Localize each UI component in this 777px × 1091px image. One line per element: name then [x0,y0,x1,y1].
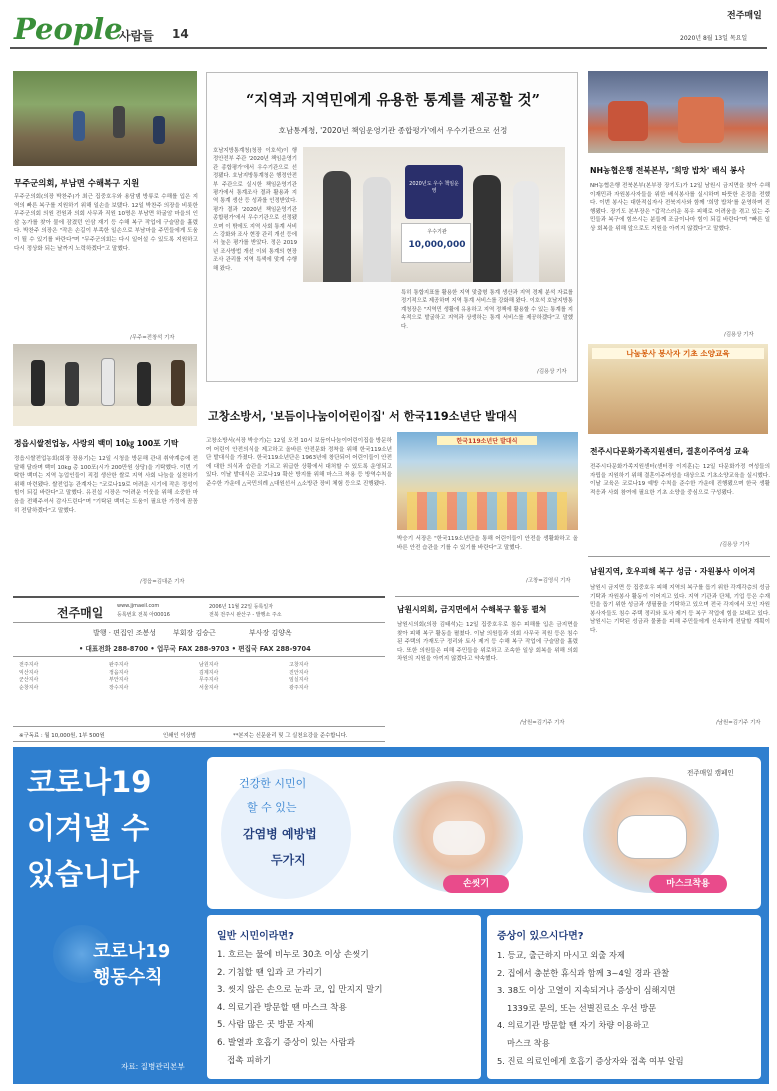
photo-edu-banner: 나눔봉사 봉사자 기초 소양교육 [592,348,764,359]
award-banner-text: 2020년도 우수 책임운영 [409,181,459,194]
info-phones: • 대표전화 288-8700 • 업무국 FAX 288-9703 • 편집국 FAX 288-9704 [79,645,311,653]
ad-title-line: 코로나19 [27,765,152,799]
rules-symptoms-list [497,947,759,1070]
info-reg1: 등록번호 전북 아00016 [117,612,170,618]
photo-nh-bank-meal [588,71,768,153]
rule-item: 마스크 착용 [507,1037,550,1048]
story-body-muju: 무주군의회(의장 박찬주)가 최근 집중호우와 용담댐 방류로 수해를 입은 지역의 빠른 복구를 지원하기 위해 일손을 보탰다. 12일 박찬주 의장을 비롯한 무주군의회 의원 전원과 의회 사무과 직원 10명은 부남면 하굴암 마을의 인삼 농가를 찾아 물에 잠겼던 인삼 재기 등 수해 복구 작업에 구슬땀을 흘렸다. 박찬주 의장은 "작은 손길이 부족한 일손으로 부남마을 주민들에게 도움이 될 수 있기를 바란다"며 "무주군의회는 다시 일어설 수 있도록 지원하고 다시 정상화 되는 날까지 노력하겠다"고 말했다. [14,194,198,252]
section-title: People [14,12,123,46]
paper-name: 전주매일 [727,11,762,21]
story119-headline: 고창소방서, '보듬이나눔이어린이집' 서 한국119소년단 발대식 [208,410,518,423]
info-footer-price: ※구독료 : 월 10,000원, 1부 500원 [19,733,105,739]
bureau-entry: 완주지사 [109,662,129,668]
story-body-nh: NH농협은행 전북본부(본부장 장기도)가 12일 남원시 금지면을 찾아 수해 이재민과 자원봉사자들을 위한 배식봉사를 실시하며 따뜻한 온정을 전했다. 이번 봉사는 대한적십자사 전북지사와 함께 '희망 밥차'를 운영하며 진행됐다. 장기도 본부장은 "갑작스러운 폭우 피해로 어려움을 겪고 있는 주민들과 복구에 힘쓰시는 분들께 조금이나마 힘이 되길 바란다"며 "빠른 일상 회복을 위해 앞으로도 지원을 아끼지 않겠다"고 말했다. [590,183,770,232]
info-reg2: 2006년 11월 22일 등록일자 [209,604,274,610]
photo-multicultural-education [588,344,768,434]
rules-title-line: 행동수칙 [93,967,163,988]
bubble-line: 건강한 시민이 [239,777,307,790]
rule-item: 2. 기침할 땐 입과 코 가리기 [217,967,322,978]
ad-sponsor: 전주매일 캠페인 [687,769,734,777]
bureau-entry: 남원지사 [199,662,219,668]
award-check [401,223,471,263]
photo-flood-recovery-muju [13,71,197,166]
ad-rules-title [93,939,203,991]
bureau-entry: 군산지사 [19,677,39,684]
story-body-jeongeup: 정읍시쌀전업농회(회장 장용기)는 12일 시청을 방문해 관내 취약계층에 전달해 달라며 백미 10kg 총 100포(시가 200만원 상당)을 기탁했다. 이번 기탁한 백미는 지역 농업인들이 직접 생산한 쌀로 지역 사회 나눔을 실천하기 위해 마련됐다. 쌀전업농 관계자는 "코로나19로 어려운 시기에 작은 정성이 힘이 되길 바란다"고 말했다. 유진섭 시장은 "어려운 이웃을 위해 소중한 마음을 전해주셔서 감사드린다"며 "기탁된 백미는 도움이 필요한 가정에 꼼꼼히 전달하겠다"고 말했다. [14,456,198,514]
byline-nh: /김용상 기자 [724,332,754,338]
info-footer-printer: 인쇄인 이상범 [163,733,196,739]
rules-title-line: 코로나19 [93,941,171,962]
info-paper-name: 전주매일 [57,606,104,620]
byline-multicultural: /김용상 기자 [720,542,750,548]
feature-box [206,72,578,382]
rule-item: 3. 씻지 않은 손으로 눈과 코, 입 만지지 말기 [217,985,383,996]
byline-namwon: /남원=김기주 기자 [520,720,565,726]
rule-item: 1. 등교, 출근하지 마시고 외출 자제 [497,950,625,960]
bureau-entry: 부안지사 [109,677,129,684]
story-title-multicultural: 전주시다문화가족지원센터, 결혼이주여성 교육 [590,447,750,456]
ad-rules-symptoms [487,915,761,1079]
info-staff-vp: 부회장 김승근 [173,629,216,637]
ad-title-line: 있습니다 [27,857,140,891]
covid-campaign-ad [13,747,769,1084]
page-number: 14 [172,27,189,41]
feature-byline: /김용상 기자 [537,369,567,375]
bureau-entry: 장수지사 [109,684,129,691]
photo-119-children [397,432,578,530]
masthead [0,0,777,50]
publication-info-box [13,596,385,742]
issue-date: 2020년 8월 13일 목요일 [680,35,748,42]
rule-item: 1. 흐르는 물에 비누로 30초 이상 손씻기 [217,950,369,960]
info-address: 전북 전주시 완산구 - 발행소 주소 [209,612,282,618]
rule-item: 6. 발열과 호흡기 증상이 있는 사람과 [217,1037,356,1048]
bureau-entry: 김제지사 [199,669,219,676]
rule-item: 3. 38도 이상 고열이 지속되거나 증상이 심해지면 [497,985,676,996]
rule-item: 접촉 피하기 [227,1055,272,1066]
rules-general-head: 일반 시민이라면? [217,931,294,942]
bureau-entry: 임실지사 [289,677,309,684]
bureau-entry: 서울지사 [199,684,219,691]
rules-general-list [217,947,479,1070]
rule-item: 4. 의료기관 방문할 땐 자기 차량 이용하고 [497,1020,649,1031]
photo-119-banner: 한국119소년단 발대식 [437,436,537,445]
story119-body-right: 박승기 서장은 "한국119소년단을 통해 어린이들이 안전을 생활화하고 올바른 안전 습관을 기를 수 있기를 바란다"고 말했다. [397,536,578,551]
bureau-entry: 익산지사 [19,669,39,676]
feature-body-col2: 특히 통합지표를 활용한 지역 맞춤형 통계 생산과 지역 경제 분석 자료를 정기적으로 제공하며 지역 통계 서비스를 강화해 왔다. 이호석 호남지방통계청장은 "지역민 생활에 유용하고 지역 정책에 활용할 수 있는 통계를 지속적으로 발굴하고 지역과 상생하는 통계 서비스를 제공하겠다"고 말했다. [401,290,573,330]
feature-headline: “지역과 지역민에게 유용한 통계를 제공할 것” [245,92,541,109]
story119-byline: /고창=김영식 기자 [526,578,571,584]
ad-rules-general [207,915,481,1079]
bureau-entry: 진안지사 [289,669,309,676]
info-footer-ethics: **본지는 신문윤리 및 그 실천요강을 준수합니다. [233,733,348,739]
rule-item: 5. 진료 의료인에게 호흡기 증상자와 접촉 여부 알림 [497,1055,684,1066]
rule-item: 4. 의료기관 방문할 땐 마스크 착용 [217,1002,347,1013]
check-label: 우수기관 [427,229,447,235]
ad-tag-handwash: 손씻기 [443,875,509,893]
photo-award-ceremony [303,147,565,282]
byline-jeongeup: /정읍=김대준 기자 [140,579,185,585]
story-title-muju: 무주군의회, 부남면 수해복구 지원 [14,178,140,188]
story-title-jeongeup: 정읍시쌀전업농, 사랑의 백미 10㎏ 100포 기탁 [14,439,179,448]
bureau-entry: 전주지사 [19,662,39,668]
check-amount: 10,000,000 [408,240,466,250]
story-title-namwon: 남원시의회, 금지면에서 수해복구 활동 펼쳐 [397,605,547,614]
ad-tag-mask: 마스크착용 [649,875,727,893]
story-title-namwon-relief: 남원지역, 호우피해 복구 성금 · 자원봉사 이어져 [590,567,756,576]
bubble-line: 두가지 [271,853,306,867]
ad-title [27,759,207,897]
rules-symptoms-head: 증상이 있으시다면? [497,931,584,942]
feature-subhead: 호남통계청, '2020년 책임운영기관 종합평가'에서 우수기관으로 선정 [278,126,508,135]
bubble-line: 감염병 예방법 [243,827,317,841]
ad-bubble [221,769,351,899]
info-url: www.jjmaeil.com [117,603,160,609]
photo-rice-donation [13,344,197,426]
feature-body-col1: 호남지방통계청(청장 이호석)이 행정안전부 주관 '2020년 책임운영기관 종합평가'에서 우수기관으로 선정됐다. 호남지방통계청은 행정안전부 주관으로 실시한 책임운영기관 평가에서 통계조사 결과 활용과 지역 통계 생산 등 성과를 인정받았다. 평가 결과 '2020년 책임운영기관 종합평가'에서 우수기관으로 선정됐으며 이 밖에도 지역 사회 통계 서비스 강화와 조사 현장 관리 개선 등에서 높은 평가를 받았다. 정은 2019년 조사방법 개선 이외 통계의 현장 조사 관리를 지역 특색에 맞게 수행해 왔다. [213,148,297,272]
info-staff-publisher: 발행 · 편집인 조봉성 [93,629,156,637]
rule-item: 2. 집에서 충분한 휴식과 함께 3~4일 경과 관찰 [497,967,670,978]
story-body-namwon: 남원시의회(의장 김태석)는 12일 집중호우로 침수 피해를 입은 금지면을 찾아 피해 복구 활동을 펼쳤다. 이날 의원들과 의회 사무국 직원 등은 침수된 주택의 가재도구 정리와 토사 제거 등 수해 복구 작업에 구슬땀을 흘렸다. 또한 의원들은 피해 주민들을 위로하고 조속한 일상 회복을 위해 의회 차원의 지원을 아끼지 않겠다고 약속했다. [397,622,578,663]
story119-body-left: 고창소방서(서장 박승기)는 12일 오전 10시 보듬이나눔이어린이집을 방문하여 어린이 안전의식을 제고하고 올바른 안전문화 정착을 위해 한국119소년단 발대식을 가졌다. 한국119소년단은 1963년에 창단되어 어린이들이 안전에 대한 의식과 습관을 기르고 위급한 상황에서 대처할 수 있도록 운영되고 있다. 이날 발대식은 코로나19 확산 방지를 위해 마스크 착용 등 방역수칙을 준수한 가운데 △국민의례 △대원선서 △소방관 장비 체험 등으로 진행됐다. [206,438,392,487]
bureau-entry: 광주지사 [289,684,309,691]
bureau-entry: 고창지사 [289,662,309,668]
info-bureau-grid [19,662,379,724]
bubble-line: 할 수 있는 [247,801,297,814]
story-body-namwon-relief: 남원시 금지면 등 집중호우 피해 지역의 복구를 돕기 위한 각계각층의 성금 기탁과 자원봉사 활동이 이어지고 있다. 지역 기관과 단체, 기업 등은 수재민을 돕기 위한 성금과 생필품을 기탁하고 있으며 전국 각지에서 모인 자원봉사자들도 침수 주택 정리와 토사 제거 등 복구 작업에 힘을 보태고 있다. 남원시는 기탁된 성금과 물품을 피해 주민들에게 신속하게 전달할 계획이다. [590,585,770,634]
ad-title-line: 이겨낼 수 [27,811,150,845]
bureau-entry: 순창지사 [19,684,39,691]
rule-item: 1339로 문의, 또는 선별진료소 우선 방문 [507,1002,657,1013]
story-body-multicultural: 전주시다문화가족지원센터(센터장 이지훈)는 12일 다문화가정 여성들의 자립을 지원하기 위해 결혼이주여성을 대상으로 기초소양교육을 실시했다. 이날 교육은 코로나19 예방 수칙을 준수한 가운데 진행됐으며 한국 생활 적응과 사회 참여에 필요한 기초 소양을 중심으로 구성됐다. [590,464,770,496]
byline-muju: /무주=전창석 기자 [130,335,175,341]
story-title-nh: NH농협은행 전북본부, '희망 밥차' 배식 봉사 [590,166,745,175]
ad-photo-panel [207,757,761,909]
bureau-entry: 정읍지사 [109,669,129,676]
rule-item: 5. 사람 많은 곳 방문 자제 [217,1020,314,1031]
ad-source: 자료: 질병관리본부 [121,1062,185,1071]
bureau-entry: 무주지사 [199,677,219,684]
section-subtitle: 사람들 [119,29,154,43]
byline-namwon-relief: /남원=김기주 기자 [716,720,761,726]
info-staff-vp2: 부사장 김양옥 [249,629,292,637]
